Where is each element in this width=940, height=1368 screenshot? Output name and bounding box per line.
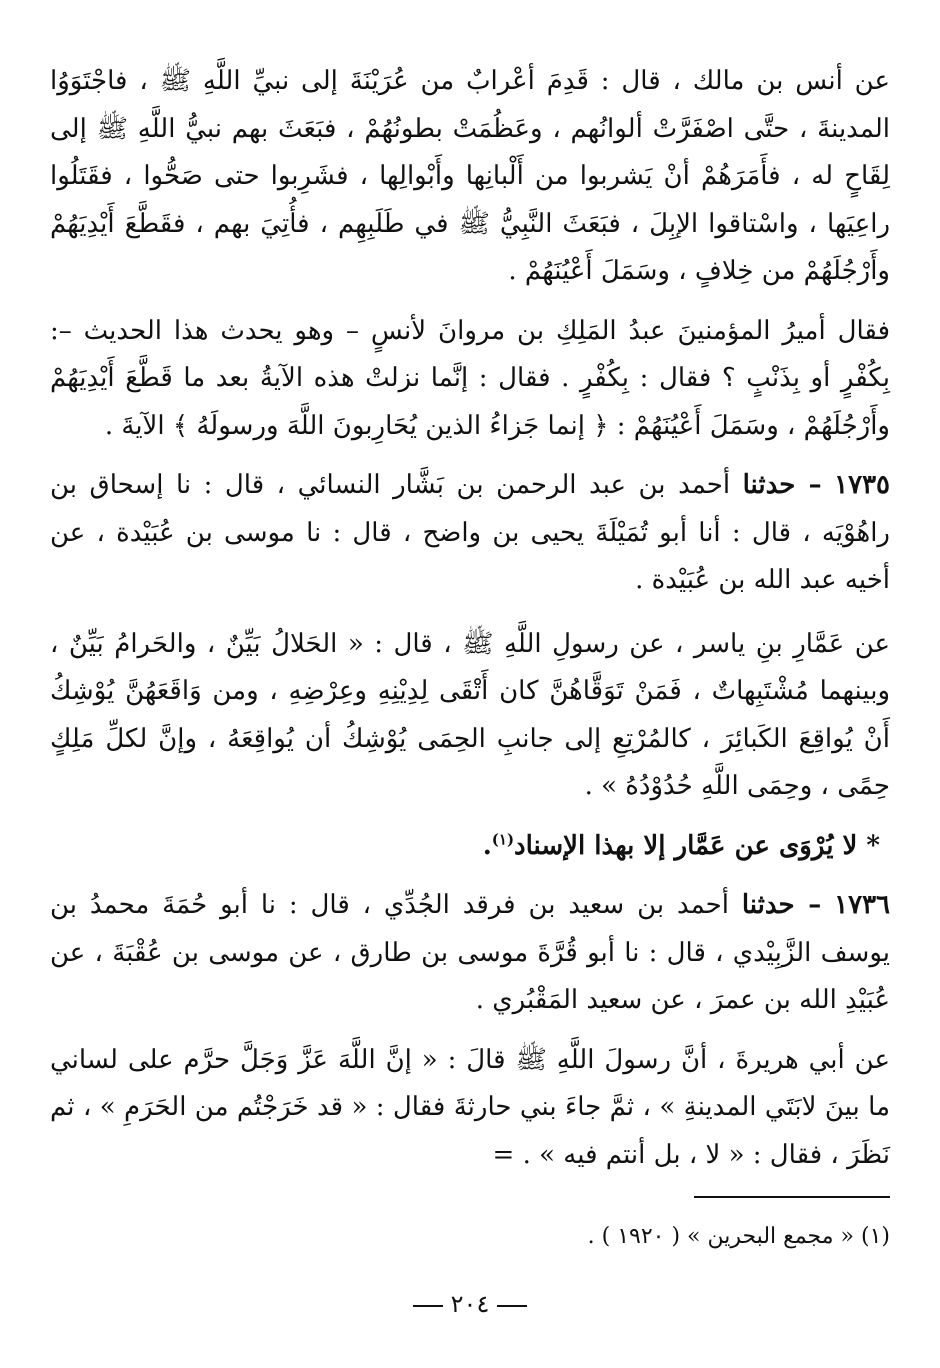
isnad-note bbox=[50, 823, 890, 871]
isnad-1735 bbox=[50, 462, 890, 605]
isnad-text: أحمد بن عبد الرحمن بن بَشَّار النسائي ، قال : نا إسحاق بن راهُوْيَه ، قال : أنا أبو تُمَيْلَةَ يحيى بن واضح ، قال : نا موسى بن عُبَيْدة ، عن أخيه عبد الله بن عُبَيْدة . bbox=[50, 470, 890, 595]
hadith-text-ammar: عن عَمَّارِ بنِ ياسر ، عن رسولِ اللَّهِ ﷺ ، قال : « الحَلالُ بَيِّنٌ ، والحَرامُ بَيِّنٌ ، وبينهما مُشْتَبِهاتٌ ، فَمَنْ تَوَقَّاهُنَّ كان أَتْقَى لِدِيْنِهِ وعِرْضِهِ ، ومن وَاقَعَهُنَّ يُوْشِكُ أَنْ يُواقِعَ الكَبائِرَ ، كالمُرْتِعِ إلى جانبِ الحِمَى يُوْشِكُ أن يُواقِعَهُ ، وإنَّ لكلِّ مَلِكٍ حِمًى ، وحِمَى اللَّهِ حُدُوْدُهُ » . bbox=[50, 628, 890, 801]
star-icon: * bbox=[866, 830, 880, 861]
hadith-text-abuhurayra: عن أبي هريرةَ ، أنَّ رسولَ اللَّهِ ﷺ قالَ : « إنَّ اللَّهَ عَزَّ وَجَلَّ حرَّم على لساني ما بينَ لابَتَي المدينةِ » ، ثمَّ جاءَ بني حارثةَ فقال : « قد خَرَجْتُم من الحَرَمِ » ، ثم نَظَرَ ، فقال : « لا ، بل أنتم فيه » . = bbox=[50, 1044, 890, 1170]
dash-left bbox=[497, 1305, 527, 1307]
hadith-intro-word: – حدثنا bbox=[741, 890, 822, 920]
footnote: (١) « مجمع البحرين » ( ١٩٢٠ ) . bbox=[587, 1224, 890, 1249]
page-body bbox=[50, 58, 890, 1179]
note-text: لا يُرْوَى عن عَمَّار إلا بهذا الإسناد bbox=[514, 830, 858, 861]
hadith-number: ١٧٣٦ bbox=[834, 890, 891, 920]
hadith-commentary-abdulmalik: فقال أميرُ المؤمنينَ عبدُ المَلِكِ بن مروانَ لأنسٍ – وهو يحدث هذا الحديث –: بِكُفْرٍ أو بِذَنْبٍ ؟ فقال : بِكُفْرٍ . فقال : إنَّما نزلتْ هذه الآيةُ بعد ما قَطَّعَ أَيْدِيَهُمْ وأَرْجُلَهُمْ ، وسَمَلَ أَعْيُنَهُمْ : ﴿ إنما جَزاءُ الذين يُحَارِبونَ اللَّهَ ورسولَهُ ﴾ الآيةَ . bbox=[50, 315, 890, 441]
hadith-number: ١٧٣٥ bbox=[834, 470, 891, 500]
hadith-text-anas: عن أنس بن مالك ، قال : قَدِمَ أعْرابٌ من عُرَيْنَةَ إلى نبيِّ اللَّهِ ﷺ ، فاجْتَوَوُا المدينةَ ، حتَّى اصْفَرَّتْ ألوانُهم ، وعَظُمَتْ بطونُهُمْ ، فبَعَثَ بهم نبيُّ اللَّهِ ﷺ إلى لِقَاحٍ له ، فأَمَرَهُمْ أنْ يَشربوا من أَلْبانِها وأَبْوالِها ، فشَرِبوا حتى صَحُّوا ، فقَتَلُوا راعِيَها ، واسْتاقوا الإبِلَ ، فبَعَثَ النَّبِيُّ ﷺ في طَلَبِهِم ، فأُتِيَ بهم ، فقَطَّعَ أَيْدِيَهُمْ وأَرْجُلَهُمْ من خِلافٍ ، وسَمَلَ أَعْيُنَهُمْ . bbox=[50, 66, 890, 286]
footnote-divider bbox=[694, 1196, 890, 1198]
footnote-ref[interactable]: (١) bbox=[491, 829, 515, 848]
note-end: . bbox=[482, 830, 492, 861]
isnad-text: أحمد بن سعيد بن فرقد الجُدِّي ، قال : نا أبو حُمَةَ محمدُ بن يوسف الزَّبِيْدي ، قال : نا أبو قُرَّةَ موسى بن طارق ، عن موسى بن عُقْبَةَ ، عن عُبَيْدِ الله بن عمرَ ، عن سعيد المَقْبُري . bbox=[50, 890, 890, 1015]
isnad-1736 bbox=[50, 882, 890, 1025]
dash-right bbox=[413, 1305, 443, 1307]
page-number-value: ٢٠٤ bbox=[450, 1290, 490, 1318]
hadith-intro-word: – حدثنا bbox=[742, 470, 822, 500]
page-number bbox=[0, 1290, 940, 1318]
